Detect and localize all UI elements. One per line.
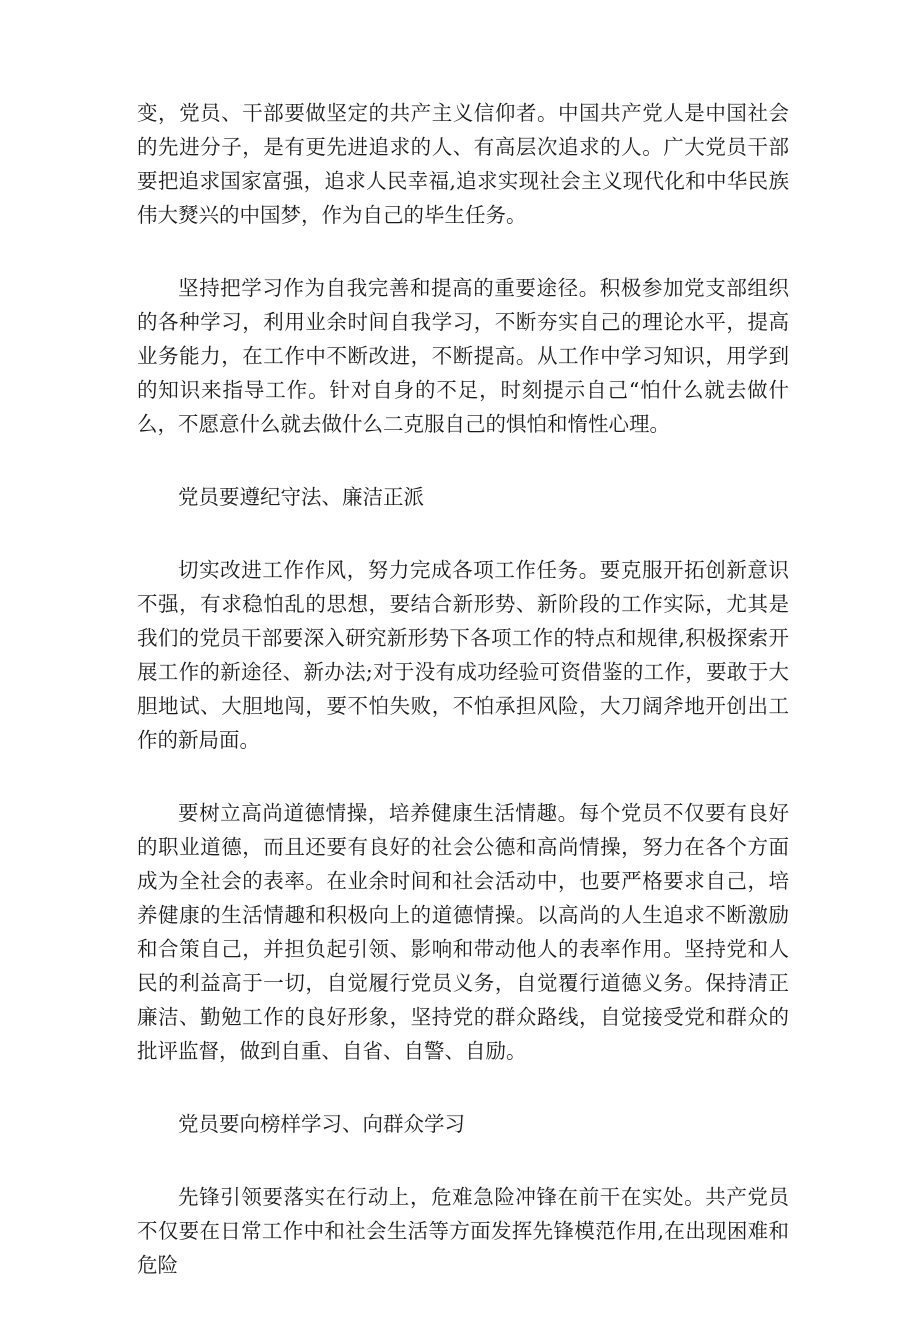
document-page [137, 96, 789, 1321]
paragraph-continuation: 变，党员、干部要做坚定的共产主义信仰者。中国共产党人是中国社会的先进分子，是有更先进追求的人、有高层次追求的人。广大党员干部要把追求国家富强，追求人民幸福,追求实现社会主义现代化和中华民族伟大燹兴的中国梦，作为自己的毕生任务。 [137, 101, 789, 227]
section-heading-discipline: 党员要遵纪守法、廉洁正派 [178, 485, 424, 509]
paragraph-vanguard: 先锋引领要落实在行动上，危难急险冲锋在前干在实处。共产党员不仅要在日常工作中和社会生活等方面发挥先锋模范作用,在出现困难和危险 [137, 1185, 789, 1277]
paragraph-morality: 要树立高尚道德情操，培养健康生活情趣。每个党员不仅要有良好的职业道德，而且还要有良好的社会公德和高尚情操，努力在各个方面成为全社会的表率。在业余时间和社会活动中，也要严格要求自己，培养健康的生活情趣和积极向上的道德情操。以高尚的人生追求不断激励和合策自己，并担负起引领、影响和带动他人的表率作用。坚持党和人民的利益高于一切，自觉履行党员义务，自觉覆行道德义务。保持清正廉洁、勤勉工作的良好形象，坚持党的群众路线，自觉接受党和群众的批评监督，做到自重、自省、自警、自励。 [137, 801, 789, 1063]
paragraph-study: 坚持把学习作为自我完善和提高的重要途径。积极参加党支部组织的各种学习，利用业余时间自我学习，不断夯实自己的理论水平，提高业务能力，在工作中不断改进，不断提高。从工作中学习知识，用学到的知识来指导工作。针对自身的不足，时刻提示自己“怕什么就去做什么，不愿意什么就去做什么二克服自己的惧怕和惰性心理。 [137, 276, 789, 436]
paragraph-work-style: 切实改进工作作风，努力完成各项工作任务。要克服开拓创新意识不强，有求稳怕乱的思想，要结合新形势、新阶段的工作实际，尤其是我们的党员干部要深入研究新形势下各项工作的特点和规律,积极探索开展工作的新途径、新办法;对于没有成功经验可资借鉴的工作，要敢于大胆地试、大胆地闯，要不怕失败，不怕承担风险，大刀阔斧地开创出工作的新局面。 [137, 558, 789, 752]
section-heading-role-models: 党员要向榜样学习、向群众学习 [178, 1112, 465, 1136]
